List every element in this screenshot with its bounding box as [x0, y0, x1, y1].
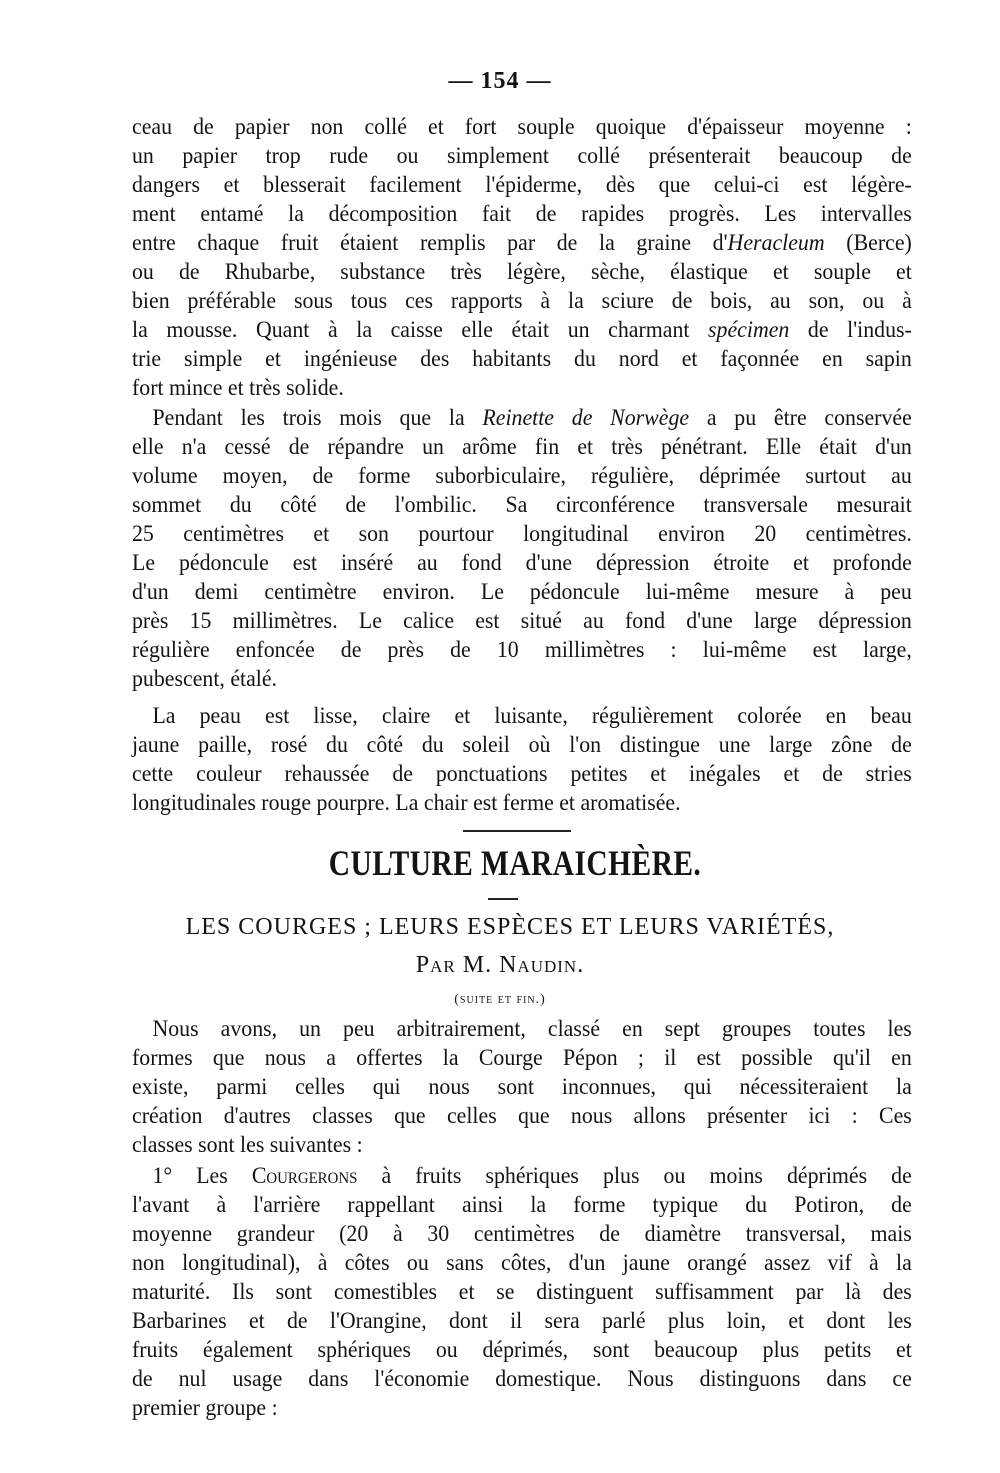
text-line	[132, 578, 912, 607]
text-line	[132, 258, 912, 287]
text-segment: formes que nous a offertes la Courge Pépon ; il est possible qu'il en	[132, 1045, 912, 1071]
text-line	[132, 1015, 912, 1044]
text-line	[132, 607, 912, 636]
paragraph-reinette-description	[132, 404, 912, 694]
text-line	[132, 731, 912, 760]
text-line	[132, 1365, 912, 1394]
text-segment: volume moyen, de forme suborbiculaire, régulière, déprimée surtout au	[132, 463, 912, 489]
text-line	[132, 1162, 912, 1191]
text-line	[132, 113, 912, 142]
text-segment: longitudinales rouge pourpre. La chair est ferme et aromatisée.	[132, 790, 681, 816]
text-line	[132, 1044, 912, 1073]
text-line	[132, 200, 912, 229]
text-line	[132, 1191, 912, 1220]
text-segment: Pendant les trois mois que la	[152, 405, 483, 431]
text-line	[132, 760, 912, 789]
text-segment: (Berce)	[824, 230, 912, 256]
page-number: — 154 —	[448, 68, 552, 94]
text-segment: 25 centimètres et son pourtour longitudinal environ 20 centimètres.	[132, 521, 912, 547]
paragraph-groups-intro	[132, 1015, 912, 1160]
text-segment: bien préférable sous tous ces rapports à la sciure de bois, au son, ou à	[132, 288, 912, 314]
text-line	[132, 1336, 912, 1365]
text-segment: moyenne grandeur (20 à 30 centimètres de diamètre transversal, mais	[132, 1221, 912, 1247]
text-line	[132, 665, 912, 694]
text-line	[132, 702, 912, 731]
emphasized-term: spécimen	[708, 317, 790, 343]
text-line	[132, 1307, 912, 1336]
text-line	[132, 549, 912, 578]
continuation-note: (suite et fin.)	[454, 992, 546, 1007]
text-segment: Nous avons, un peu arbitrairement, classé en sept groupes toutes les	[152, 1016, 912, 1042]
text-segment: trie simple et ingénieuse des habitants du nord et façonnée en sapin	[132, 346, 912, 372]
text-segment: La peau est lisse, claire et luisante, régulièrement colorée en beau	[152, 703, 912, 729]
emphasized-term: Reinette de Norwège	[482, 405, 690, 431]
text-segment: non longitudinal), à côtes ou sans côtes, d'un jaune orangé assez vif à la	[132, 1250, 912, 1276]
text-line	[132, 789, 912, 818]
text-segment: création d'autres classes que celles que nous allons présenter ici : Ces	[132, 1103, 912, 1129]
text-segment: l'avant à l'arrière rappellant ainsi la forme typique du Potiron, de	[132, 1192, 912, 1218]
text-line	[132, 462, 912, 491]
section-rule-top	[463, 830, 571, 832]
text-line	[132, 229, 912, 258]
text-segment: un papier trop rude ou simplement collé présenterait beaucoup de	[132, 143, 912, 169]
text-segment: ou de Rhubarbe, substance très légère, sèche, élastique et souple et	[132, 259, 912, 285]
text-line	[132, 491, 912, 520]
text-segment: de nul usage dans l'économie domestique. Nous distinguons dans ce	[132, 1366, 912, 1392]
text-line	[132, 1249, 912, 1278]
text-segment: 1° Les	[152, 1163, 252, 1189]
text-line	[132, 171, 912, 200]
text-line	[132, 316, 912, 345]
text-segment: Barbarines et de l'Orangine, dont il sera parlé plus loin, et dont les	[132, 1308, 912, 1334]
text-segment: pubescent, étalé.	[132, 666, 278, 692]
emphasized-term: Heracleum	[727, 230, 825, 256]
text-segment: régulière enfoncée de près de 10 millimètres : lui-même est large,	[132, 637, 912, 663]
paragraph-courgerons	[132, 1162, 912, 1423]
text-segment: à fruits sphériques plus ou moins déprimés de	[357, 1163, 912, 1189]
text-line	[132, 433, 912, 462]
text-line	[132, 1102, 912, 1131]
text-segment: jaune paille, rosé du côté du soleil où l'on distingue une large zône de	[132, 732, 912, 758]
text-segment: classes sont les suivantes :	[132, 1132, 363, 1158]
text-line	[132, 345, 912, 374]
paragraph-packing	[132, 113, 912, 403]
text-line	[132, 374, 912, 403]
text-line	[132, 1220, 912, 1249]
text-segment: sommet du côté de l'ombilic. Sa circonférence transversale mesurait	[132, 492, 912, 518]
emphasized-term: Courgerons	[251, 1163, 358, 1189]
text-segment: fort mince et très solide.	[132, 375, 344, 401]
text-line	[132, 520, 912, 549]
text-segment: la mousse. Quant à la caisse elle était un charmant	[132, 317, 709, 343]
text-line	[132, 1394, 912, 1423]
text-line	[132, 1131, 912, 1160]
text-line	[132, 404, 912, 433]
text-segment: près 15 millimètres. Le calice est situé au fond d'une large dépression	[132, 608, 912, 634]
text-line	[132, 1278, 912, 1307]
article-byline: Par M. Naudin.	[415, 952, 585, 978]
text-segment: Le pédoncule est inséré au fond d'une dépression étroite et profonde	[132, 550, 912, 576]
text-line	[132, 636, 912, 665]
text-segment: maturité. Ils sont comestibles et se distinguent suffisamment par là des	[132, 1279, 912, 1305]
text-line	[132, 287, 912, 316]
text-line	[132, 142, 912, 171]
text-segment: fruits également sphériques ou déprimés, sont beaucoup plus petits et	[132, 1337, 912, 1363]
text-line	[132, 1073, 912, 1102]
section-rule-bottom	[488, 898, 518, 900]
text-segment: dangers et blesserait facilement l'épiderme, dès que celui-ci est légère-	[132, 172, 912, 198]
text-segment: de l'indus-	[789, 317, 912, 343]
section-title: CULTURE MARAICHÈRE.	[328, 843, 702, 883]
paragraph-skin-description	[132, 702, 912, 818]
text-segment: ceau de papier non collé et fort souple quoique d'épaisseur moyenne :	[132, 114, 912, 140]
article-title: LES COURGES ; LEURS ESPÈCES ET LEURS VARIÉTÉS,	[185, 914, 835, 940]
text-segment: elle n'a cessé de répandre un arôme fin et très pénétrant. Elle était d'un	[132, 434, 912, 460]
text-segment: ment entamé la décomposition fait de rapides progrès. Les intervalles	[132, 201, 912, 227]
text-segment: entre chaque fruit étaient remplis par de la graine d'	[132, 230, 728, 256]
text-segment: premier groupe :	[132, 1395, 278, 1421]
text-segment: a pu être conservée	[689, 405, 912, 431]
text-segment: existe, parmi celles qui nous sont inconnues, qui nécessiteraient la	[132, 1074, 912, 1100]
text-segment: cette couleur rehaussée de ponctuations petites et inégales et de stries	[132, 761, 912, 787]
text-segment: d'un demi centimètre environ. Le pédoncule lui-même mesure à peu	[132, 579, 912, 605]
